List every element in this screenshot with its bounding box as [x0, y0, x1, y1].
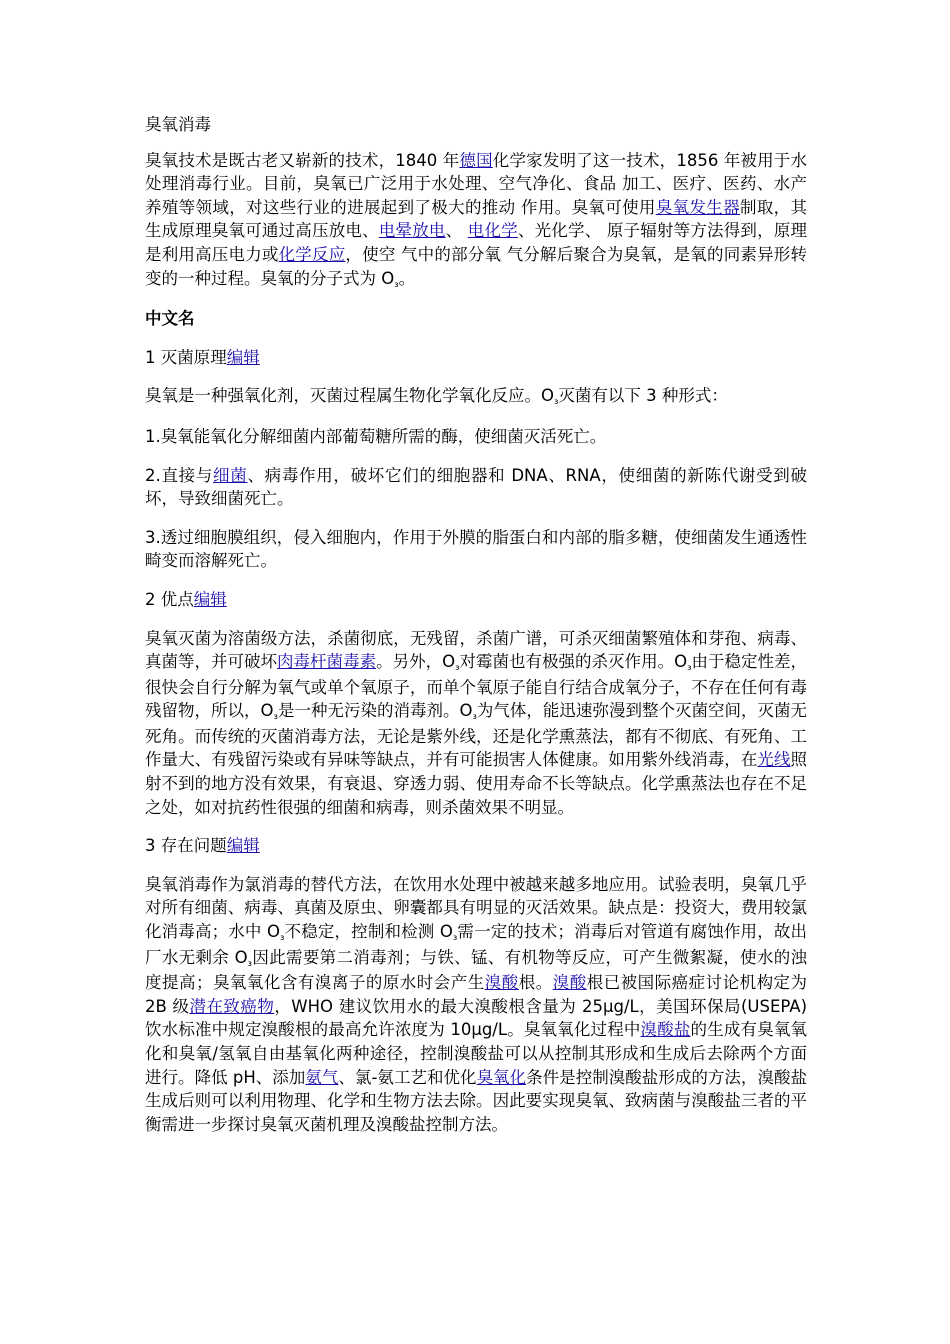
inline-link[interactable]: 氨气: [305, 1067, 339, 1087]
text-run: ，WHO 建议饮用水的最大溴酸根含量为 25μg/L，美国环保局(USEPA)饮水标准中规定溴酸根的最高允许浓度为 10μg/L。臭氧氧化过程中: [145, 996, 808, 1040]
inline-link[interactable]: 溴酸盐: [640, 1020, 691, 1040]
chinese-name-heading: 中文名: [145, 309, 195, 329]
inline-link[interactable]: 臭氧化: [476, 1067, 527, 1087]
text-run: 照射不到的地方没有效果，有衰退、穿透力弱、使用寿命不长等缺点。化学熏蒸法也存在不足之处，如对抗药性很强的细菌和病毒，则杀菌效果不明显。: [145, 750, 808, 817]
text-run: 制取，其生成原理臭氧可通过高压放电、: [145, 197, 808, 241]
inline-link[interactable]: 肉毒杆菌毒素: [277, 652, 377, 672]
edit-link[interactable]: 编辑: [193, 589, 227, 609]
inline-link[interactable]: 细菌: [213, 465, 248, 485]
text-run: 3.透过细胞膜组织，侵入细胞内，作用于外膜的脂蛋白和内部的脂多糖，使细菌发生通透性畸变而溶解死亡。: [145, 527, 807, 571]
inline-link[interactable]: 溴酸: [484, 973, 519, 993]
text-run: 臭氧技术是既古老又崭新的技术，1840 年: [145, 150, 460, 170]
inline-link[interactable]: 溴酸: [552, 973, 587, 993]
document-body: [145, 113, 807, 1151]
inline-link[interactable]: 臭氧发生器: [655, 197, 740, 217]
section-1-item-3: [145, 526, 807, 573]
inline-link[interactable]: 德国: [459, 150, 493, 170]
text-run: 臭氧灭菌为溶菌级方法，杀菌彻底，无残留，杀菌广谱，可杀灭细菌繁殖体和芽孢、病毒、真菌等，并可破坏: [145, 628, 807, 672]
text-run: 、氯-氨工艺和优化: [338, 1067, 477, 1087]
text-run: 2 优点: [145, 589, 194, 609]
text-run: 臭氧消毒作为氯消毒的替代方法，在饮用水处理中被越来越多地应用。试验表明，臭氧几乎对所有细菌、病毒、真菌及原虫、卵囊都具有明显的灭活效果。缺点是：投资大，费用较氯化消毒高；水中 O₃不稳定，控制和检测 O₃需一定的技术；消毒后对管道有腐蚀作用，故出厂水无剩余 O₃因此需要第二消毒剂；与铁、锰、有机物等反应，可产生微絮凝，使水的浊度提高；臭氧氧化含有溴离子的原水时会产生: [145, 874, 808, 993]
text-run: 。另外，O₃对霉菌也有极强的杀灭作用。O₃由于稳定性差，很快会自行分解为氧气或单个氧原子，而单个氧原子能自行结合成氧分子，不存在任何有毒残留物，所以，O₃是一种无污染的消毒剂。O₃为气体，能迅速弥漫到整个灭菌空间，灭菌无死角。而传统的灭菌消毒方法，无论是紫外线，还是化学熏蒸法，都有不彻底、有死角、工作量大、有残留污染或有异味等缺点，并有可能损害人体健康。如用紫外线消毒，在: [145, 652, 808, 770]
inline-link[interactable]: 电化学: [467, 221, 518, 241]
inline-link[interactable]: 化学反应: [278, 244, 346, 264]
text-run: 根。: [518, 973, 553, 993]
text-run: 的生成有臭氧氧化和臭氧/氢氧自由基氧化两种途径，控制溴酸盐可以从控制其形成和生成后去除两个方面进行。降低 pH、添加: [145, 1020, 808, 1087]
text-run: 1.臭氧能氧化分解细菌内部葡萄糖所需的酶，使细菌灭活死亡。: [145, 426, 607, 446]
text-run: 化学家发明了这一技术，1856 年被用于水处理消毒行业。目前，臭氧已广泛用于水处理、空气净化、食品 加工、医疗、医药、水产养殖等领域，对这些行业的进展起到了极大的推动 作用。臭氧可使用: [145, 150, 807, 217]
inline-link[interactable]: 潜在致癌物: [189, 996, 275, 1016]
section-2-paragraph: [145, 627, 807, 820]
section-3-paragraph: [145, 873, 807, 1137]
text-run: 、光化学、 原子辐射等方法得到，原理是利用高压电力或: [145, 221, 808, 264]
section-1-heading: [145, 346, 807, 370]
inline-link[interactable]: 光线: [757, 750, 791, 770]
text-run: ，使空 气中的部分氧 气分解后聚合为臭氧，是氧的同素异形转变的一种过程。臭氧的分子式为 O₃。: [145, 244, 808, 290]
text-run: 臭氧是一种强氧化剂，灭菌过程属生物化学氧化反应。O₃灭菌有以下 3 种形式：: [145, 386, 728, 408]
text-run: 、病毒作用，破坏它们的细胞器和 DNA、RNA，使细菌的新陈代谢受到破坏，导致细菌死亡。: [145, 465, 807, 509]
text-run: 条件是控制溴酸盐形成的方法，溴酸盐生成后则可以利用物理、化学和生物方法去除。因此要实现臭氧、致病菌与溴酸盐三者的平衡需进一步探讨臭氧灭菌机理及溴酸盐控制方法。: [145, 1067, 807, 1134]
text-run: 1 灭菌原理: [145, 347, 227, 367]
inline-link[interactable]: 电晕放电: [378, 221, 446, 241]
section-3-heading: [145, 834, 807, 858]
text-run: 2.直接与: [145, 465, 214, 485]
edit-link[interactable]: 编辑: [226, 347, 260, 367]
section-1-item-1: [145, 425, 807, 449]
text-run: 3 存在问题: [145, 836, 227, 856]
section-1-item-2: [145, 464, 807, 511]
edit-link[interactable]: 编辑: [226, 836, 260, 856]
section-1-paragraph: [145, 384, 807, 410]
section-2-heading: [145, 588, 807, 612]
text-run: 根已被国际癌症讨论机构定为 2B 级: [145, 973, 808, 1016]
text-run: 、: [445, 221, 468, 241]
intro-paragraph: [145, 149, 807, 293]
document-title: 臭氧消毒: [145, 115, 211, 134]
